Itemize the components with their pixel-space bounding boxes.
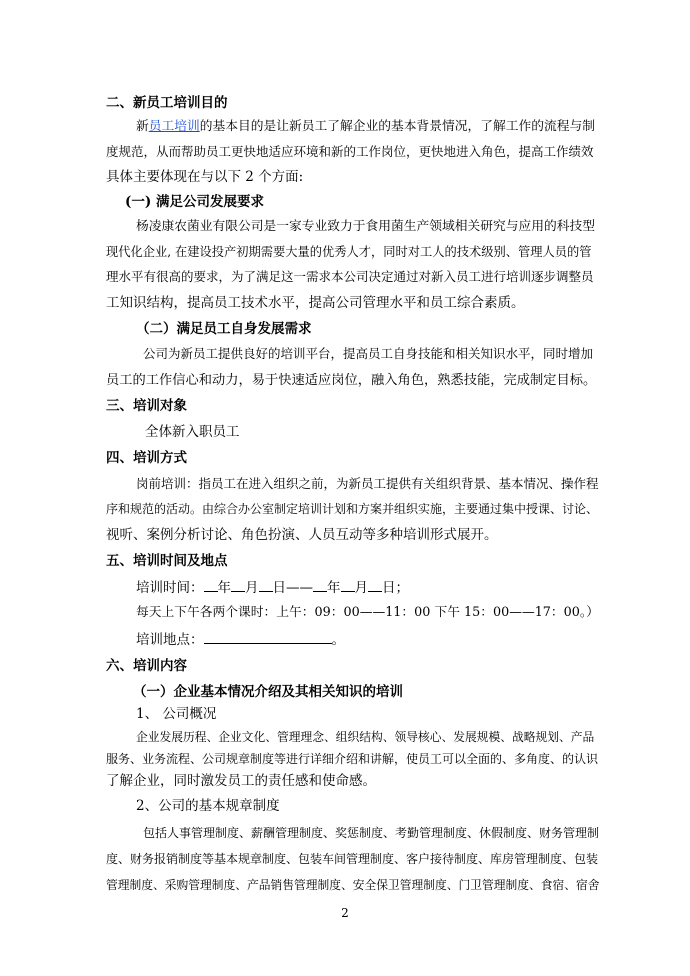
daily-schedule: 每天上下午各两个课时：上午：09：00——11：00 下午 15：00——17：00。）: [136, 605, 600, 620]
day-unit: 日: [272, 580, 286, 596]
month-unit-end: 月: [354, 580, 368, 596]
paragraph-line: 员工的工作信心和动力，易于快速适应岗位，融入角色，熟悉技能，完成制定目标。: [106, 373, 597, 388]
range-dash: ——: [286, 580, 313, 596]
section-2-heading: 二、新员工培训目的: [106, 95, 228, 111]
blank-year-end[interactable]: [313, 578, 327, 592]
subsection-6-1-heading: （一）企业基本情况介绍及其相关知识的培训: [133, 684, 403, 700]
month-unit: 月: [245, 580, 259, 596]
year-unit-end: 年: [327, 580, 341, 596]
paragraph-line: 现代化企业, 在建设投产初期需要大量的优秀人才，同时对工人的技术级别、管理人员的管: [106, 245, 592, 259]
time-label: 培训时间：: [136, 580, 204, 596]
section-5-heading: 五、培训时间及地点: [106, 553, 228, 569]
blank-month[interactable]: [231, 578, 245, 592]
page-number: 2: [341, 906, 349, 920]
training-place-line: [136, 630, 345, 649]
year-unit: 年: [217, 580, 231, 596]
training-link[interactable]: 员工培训: [148, 119, 200, 134]
semicolon: ；: [395, 580, 409, 596]
paragraph-line: 序和规范的活动。由综合办公室制定培训计划和方案并组织实施，主要通过集中授课、讨论、: [106, 502, 599, 516]
item-2-heading: 2、公司的基本规章制度: [136, 798, 280, 814]
item-1-heading: 1、 公司概况: [136, 706, 217, 722]
paragraph-line: 服务、业务流程、公司规章制度等进行详细介绍和讲解，使员工可以全面的、多角度、的认识: [106, 752, 599, 766]
section-6-heading: 六、培训内容: [106, 658, 187, 674]
blank-year[interactable]: [204, 578, 218, 592]
paragraph-line: 岗前培训：指员工在进入组织之前，为新员工提供有关组织背景、基本情况、操作程: [136, 476, 599, 491]
place-end: 。: [331, 632, 345, 648]
paragraph-line: 公司为新员工提供良好的培训平台，提高员工自身技能和相关知识水平，同时增加: [143, 346, 594, 361]
blank-day[interactable]: [259, 578, 273, 592]
place-label: 培训地点：: [136, 632, 204, 648]
section-3-heading: 三、培训对象: [106, 398, 187, 414]
subsection-2-2-heading: （二）满足员工自身发展需求: [136, 321, 312, 337]
paragraph-line: 了解企业，同时激发员工的责任感和使命感。: [106, 773, 376, 789]
day-unit-end: 日: [382, 580, 396, 596]
section-4-heading: 四、培训方式: [106, 450, 187, 466]
paragraph-line: 企业发展历程、企业文化、管理理念、组织结构、领导核心、发展规模、战略规划、产品: [136, 730, 595, 744]
blank-day-end[interactable]: [368, 578, 382, 592]
paragraph-line: 杨凌康农菌业有限公司是一家专业致力于食用菌生产领域相关研究与应用的科技型: [136, 219, 595, 234]
section-2-intro: [136, 118, 595, 136]
subsection-2-1-heading: (一) 满足公司发展要求: [125, 194, 264, 210]
section-2-line-2: 度规范，从而帮助员工更快地适应环境和新的工作岗位，更快地进入角色，提高工作绩效: [106, 144, 594, 159]
section-2-line-3: 具体主要体现在与以下 2 个方面:: [106, 169, 304, 185]
paragraph-line: 包括人事管理制度、薪酬管理制度、奖惩制度、考勤管理制度、休假制度、财务管理制: [143, 826, 600, 840]
intro-prefix: 新: [136, 119, 149, 134]
section-3-text: 全体新入职员工: [145, 424, 240, 440]
paragraph-line: 管理制度、采购管理制度、产品销售管理制度、安全保卫管理制度、门卫管理制度、食宿、宿舍: [106, 878, 600, 892]
intro-suffix: 的基本目的是让新员工了解企业的基本背景情况，了解工作的流程与制: [199, 119, 595, 134]
training-time-line: [136, 578, 409, 597]
paragraph-line: 理水平有很高的要求，为了满足这一需求本公司决定通过对新入员工进行培训逐步调整员: [106, 269, 594, 284]
paragraph-line: 度、财务报销制度等基本规章制度、包装车间管理制度、客户接待制度、库房管理制度、包装: [106, 852, 599, 866]
blank-month-end[interactable]: [341, 578, 355, 592]
paragraph-line: 工知识结构，提高员工技术水平，提高公司管理水平和员工综合素质。: [106, 295, 525, 311]
blank-place[interactable]: [204, 630, 332, 644]
paragraph-line: 视听、案例分析讨论、角色扮演、人员互动等多种培训形式展开。: [106, 527, 498, 543]
